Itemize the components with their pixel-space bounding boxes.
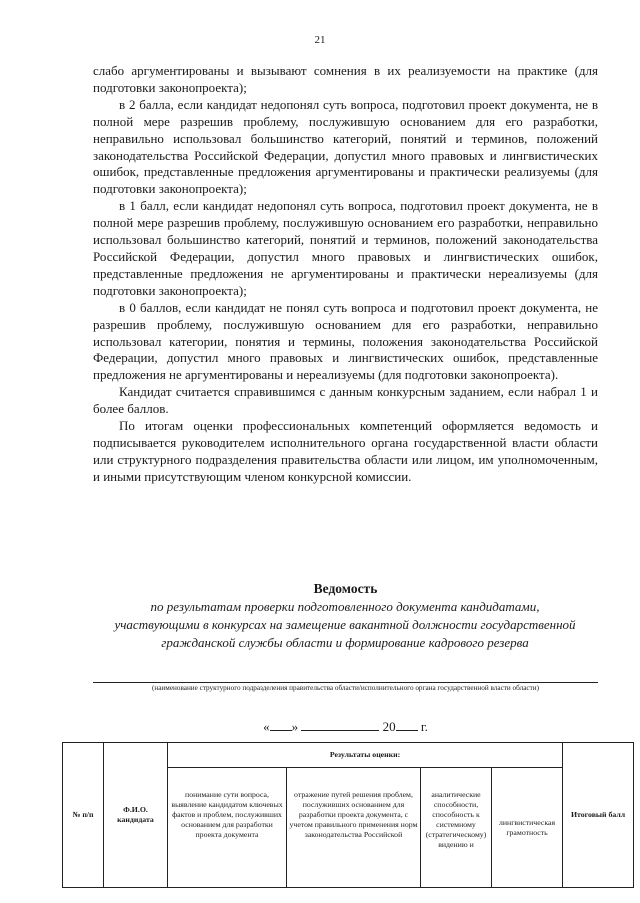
year-blank	[396, 718, 418, 731]
paragraph: Кандидат считается справившимся с данным конкурсным заданием, если набрал 1 и более баллов.	[93, 384, 598, 417]
year-prefix: 20	[382, 719, 396, 734]
paragraph: в 1 балл, если кандидат недопонял суть вопроса, подготовил проект документа, не в полной мере разрешив проблему, послужившую основанием его разработки, неправильно использовал большинство категорий, понятий и терминов, положений законодательства Российской Федерации, допустил много правовых и лингвистических ошибок, представленные предложения не аргументированы и практически нереализуемы (для подготовки законопроекта);	[93, 198, 598, 298]
criterion-header: лингвистическая грамотность	[492, 768, 563, 888]
date-open-quote: «	[263, 719, 270, 734]
signature-rule	[93, 682, 598, 683]
col-total-header: Итоговый балл	[563, 743, 634, 888]
page-number: 21	[314, 34, 326, 46]
body-text	[93, 63, 598, 486]
year-suffix: г.	[420, 719, 428, 734]
rule-caption: (наименование структурного подразделения правительства области/исполнительного органа государственной власти области)	[152, 684, 539, 692]
day-blank	[270, 718, 292, 731]
sheet-subtitle: по результатам проверки подготовленного документа кандидатами, участвующими в конкурсах на замещение вакантной должности государственной гражданской службы области и формирование кадрового резерва	[114, 599, 576, 650]
date-line	[93, 718, 598, 735]
sheet-title: Ведомость	[313, 581, 378, 596]
criterion-header: аналитические способности, способность к системному (стратегическому) видению и	[421, 768, 492, 888]
paragraph: По итогам оценки профессиональных компетенций оформляется ведомость и подписывается руководителем исполнительного органа государственной власти области или структурного подразделения правительства области или лицом, им уполномоченным, и иными присутствующим членом конкурсной комиссии.	[93, 418, 598, 484]
col-name-header: Ф.И.О. кандидата	[104, 743, 168, 888]
date-close-quote: »	[291, 719, 299, 734]
paragraph: в 0 баллов, если кандидат не понял суть вопроса и подготовил проект документа, не разрешив проблему, послужившую основанием для его разработки, неправильно использовал категории, понятия и термины, положения законодательства Российской Федерации, допустил много правовых и лингвистических ошибок, представленные предложения не аргументированы и нереализуемы (для подготовки законопроекта).	[93, 299, 598, 383]
month-blank	[301, 718, 379, 731]
criterion-header: отражение путей решения проблем, послуживших основанием для разработки проекта документа, с учетом правильного применения норм законодательства Российской	[287, 768, 421, 888]
paragraph: слабо аргументированы и вызывают сомнения в их реализуемости на практике (для подготовки законопроекта);	[93, 63, 598, 95]
criterion-header: понимание сути вопроса, выявление кандидатом ключевых фактов и проблем, послуживших основанием для разработки проекта документа	[168, 768, 287, 888]
results-header: Результаты оценки:	[168, 743, 563, 768]
paragraph: в 2 балла, если кандидат недопонял суть вопроса, подготовил проект документа, не в полной мере разрешив проблему, послужившую основанием для его разработки, неправильно использовал большинство категорий, понятий и терминов, положений законодательства Российской Федерации, допустил много правовых и лингвистических ошибок, представленные предложения аргументированы и практически реализуемы (для подготовки законопроекта);	[93, 96, 598, 197]
results-table	[62, 742, 634, 888]
col-num-header: № п/п	[63, 743, 104, 888]
